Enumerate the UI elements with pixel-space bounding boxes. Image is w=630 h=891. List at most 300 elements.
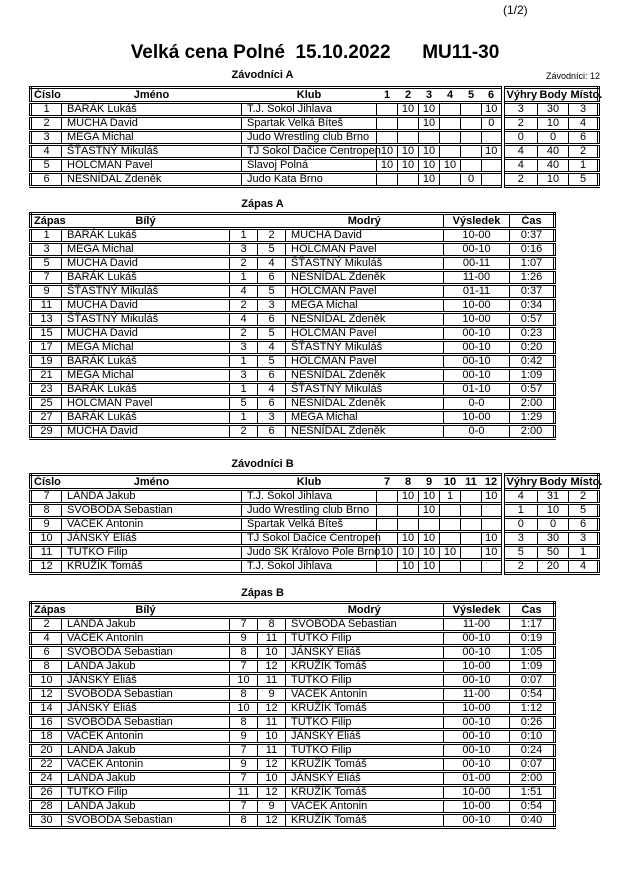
cell-r-5: 10 (482, 145, 503, 159)
cell-r-0 (377, 518, 398, 532)
cell-r-0: 10 (377, 546, 398, 560)
cell-vyhry: 3 (503, 532, 538, 546)
cell-vysledek: 10-00 (444, 786, 510, 800)
cell-zapas: 10 (31, 674, 62, 688)
cell-cislo: 11 (31, 546, 62, 560)
cell-bily: SVOBODA Sebastian (62, 688, 230, 702)
cell-r-0: 10 (377, 159, 398, 173)
cell-body: 40 (538, 145, 569, 159)
cell-jmeno: KRUŽÍK Tomáš (62, 560, 242, 574)
cell-cas: 2:00 (510, 397, 555, 411)
cell-vyhry: 0 (503, 131, 538, 145)
col-header-round-12: 12 (484, 475, 498, 488)
cell-vyhry: 2 (503, 560, 538, 574)
cell-zapas: 4 (31, 632, 62, 646)
cell-r-1: 10 (398, 159, 419, 173)
cell-zapas: 17 (31, 341, 62, 355)
cell-nm: 9 (258, 688, 286, 702)
col-header-round-3: 3 (425, 88, 433, 101)
cell-zapas: 30 (31, 814, 62, 828)
standings-table-b (29, 473, 603, 575)
cell-r-3 (440, 518, 461, 532)
cell-r-5 (482, 173, 503, 187)
cell-jmeno: LANDA Jakub (62, 490, 242, 504)
cell-klub: Judo Kata Brno (242, 173, 377, 187)
cell-vysledek: 11-00 (444, 618, 510, 632)
cell-zapas: 9 (31, 285, 62, 299)
cell-r-0: 10 (377, 145, 398, 159)
table-row (31, 560, 599, 574)
cell-modry: KRUŽÍK Tomáš (286, 786, 444, 800)
table-row (31, 383, 555, 397)
cell-nb: 7 (230, 744, 258, 758)
table-row (31, 800, 555, 814)
cell-modry: NESNÍDAL Zdeněk (286, 313, 444, 327)
cell-nb: 1 (230, 355, 258, 369)
cell-bily: BARÁK Lukáš (62, 411, 230, 425)
cell-nm: 5 (258, 243, 286, 257)
table-row (31, 299, 555, 313)
col-header-round-7: 7 (383, 475, 391, 488)
cell-nb: 7 (230, 800, 258, 814)
cell-r-0 (377, 173, 398, 187)
cell-vysledek: 0-0 (444, 397, 510, 411)
cell-vysledek: 00-10 (444, 632, 510, 646)
col-header-modry: Modrý (347, 214, 381, 227)
cell-cislo: 1 (31, 103, 62, 117)
cell-jmeno: NESNÍDAL Zdeněk (62, 173, 242, 187)
cell-modry: KRUŽÍK Tomáš (286, 814, 444, 828)
cell-nm: 5 (258, 327, 286, 341)
cell-body: 20 (538, 560, 569, 574)
cell-nb: 8 (230, 716, 258, 730)
cell-nm: 4 (258, 341, 286, 355)
cell-vysledek: 00-10 (444, 327, 510, 341)
table-row (31, 730, 555, 744)
table-row (31, 173, 599, 187)
cell-vysledek: 01-11 (444, 285, 510, 299)
cell-nm: 4 (258, 383, 286, 397)
cell-zapas: 19 (31, 355, 62, 369)
col-header-body: Body (539, 475, 567, 488)
cell-cas: 0:24 (510, 744, 555, 758)
cell-r-0 (377, 560, 398, 574)
cell-nb: 4 (230, 313, 258, 327)
cell-nm: 11 (258, 632, 286, 646)
col-header-round-2: 2 (404, 88, 412, 101)
cell-jmeno: HOLCMAN Pavel (62, 159, 242, 173)
cell-klub: T.J. Sokol Jihlava (242, 103, 377, 117)
cell-r-5: 0 (482, 117, 503, 131)
table-row (31, 744, 555, 758)
col-header-modry: Modrý (347, 603, 381, 616)
cell-vysledek: 00-10 (444, 243, 510, 257)
cell-r-1: 10 (398, 546, 419, 560)
cell-r-3 (440, 103, 461, 117)
cell-cas: 0:26 (510, 716, 555, 730)
col-header-modry-num (258, 214, 286, 229)
cell-nb: 9 (230, 632, 258, 646)
table-row (31, 313, 555, 327)
cell-bily: TUTKO Filip (62, 786, 230, 800)
table-row (31, 504, 599, 518)
cell-r-4 (461, 532, 482, 546)
cell-bily: SVOBODA Sebastian (62, 814, 230, 828)
cell-nm: 6 (258, 313, 286, 327)
cell-vysledek: 01-00 (444, 772, 510, 786)
cell-zapas: 18 (31, 730, 62, 744)
cell-vysledek: 00-11 (444, 257, 510, 271)
cell-r-3 (440, 173, 461, 187)
cell-zapas: 7 (31, 271, 62, 285)
cell-nb: 8 (230, 814, 258, 828)
cell-cas: 0:19 (510, 632, 555, 646)
cell-vyhry: 4 (503, 490, 538, 504)
matches-a-header-row (31, 214, 555, 229)
cell-bily: JÁNSKÝ Eliáš (62, 702, 230, 716)
cell-cas: 0:23 (510, 327, 555, 341)
cell-cislo: 6 (31, 173, 62, 187)
standings-b-body (31, 490, 599, 574)
col-header-vysledek: Výsledek (444, 214, 510, 229)
table-row (31, 229, 555, 243)
table-row (31, 618, 555, 632)
cell-body: 0 (538, 131, 569, 145)
cell-bily: LANDA Jakub (62, 800, 230, 814)
cell-r-5 (482, 560, 503, 574)
cell-cislo: 12 (31, 560, 62, 574)
cell-r-5: 10 (482, 103, 503, 117)
cell-r-5: 10 (482, 546, 503, 560)
cell-bily: SVOBODA Sebastian (62, 716, 230, 730)
cell-vysledek: 00-10 (444, 369, 510, 383)
col-header-cislo: Číslo (34, 475, 61, 488)
cell-r-2: 10 (419, 117, 440, 131)
col-header-round-6: 6 (487, 88, 495, 101)
table-row (31, 243, 555, 257)
cell-klub: Judo Wrestling club Brno (242, 504, 377, 518)
competitors-count-label: Závodníci: 12 (545, 71, 600, 81)
cell-nm: 6 (258, 425, 286, 439)
cell-nm: 5 (258, 285, 286, 299)
cell-nm: 10 (258, 646, 286, 660)
cell-nb: 9 (230, 730, 258, 744)
cell-nb: 2 (230, 257, 258, 271)
cell-nm: 10 (258, 730, 286, 744)
cell-r-0 (377, 504, 398, 518)
cell-vysledek: 0-0 (444, 425, 510, 439)
table-row (31, 660, 555, 674)
cell-nb: 7 (230, 772, 258, 786)
cell-vysledek: 00-10 (444, 716, 510, 730)
cell-cas: 0:42 (510, 355, 555, 369)
cell-nb: 9 (230, 758, 258, 772)
cell-cas: 0:37 (510, 229, 555, 243)
cell-cas: 0:07 (510, 674, 555, 688)
table-row (31, 145, 599, 159)
cell-vysledek: 10-00 (444, 299, 510, 313)
table-row (31, 271, 555, 285)
cell-nm: 8 (258, 618, 286, 632)
table-row (31, 159, 599, 173)
standings-b-header-row (31, 475, 599, 490)
cell-r-1: 10 (398, 145, 419, 159)
cell-nb: 8 (230, 646, 258, 660)
cell-nb: 10 (230, 674, 258, 688)
table-row (31, 131, 599, 145)
cell-nm: 5 (258, 355, 286, 369)
cell-misto: 4 (569, 117, 599, 131)
cell-modry: NESNÍDAL Zdeněk (286, 369, 444, 383)
cell-zapas: 12 (31, 688, 62, 702)
table-row (31, 758, 555, 772)
table-row (31, 117, 599, 131)
cell-cislo: 2 (31, 117, 62, 131)
cell-modry: NESNÍDAL Zdeněk (286, 271, 444, 285)
cell-zapas: 21 (31, 369, 62, 383)
cell-vyhry: 4 (503, 159, 538, 173)
table-row (31, 532, 599, 546)
cell-nm: 2 (258, 229, 286, 243)
cell-cislo: 4 (31, 145, 62, 159)
table-row (31, 786, 555, 800)
col-header-round-9: 9 (425, 475, 433, 488)
cell-cislo: 9 (31, 518, 62, 532)
cell-klub: Judo Wrestling club Brno (242, 131, 377, 145)
cell-nm: 6 (258, 271, 286, 285)
cell-r-4: 0 (461, 173, 482, 187)
cell-cas: 1:07 (510, 257, 555, 271)
cell-cas: 1:17 (510, 618, 555, 632)
col-header-bily-num (230, 214, 258, 229)
cell-vyhry: 3 (503, 103, 538, 117)
cell-cislo: 7 (31, 490, 62, 504)
cell-bily: VACEK Antonin (62, 632, 230, 646)
cell-cas: 0:54 (510, 800, 555, 814)
cell-r-5: 10 (482, 490, 503, 504)
cell-zapas: 6 (31, 646, 62, 660)
cell-r-1: 10 (398, 560, 419, 574)
cell-zapas: 28 (31, 800, 62, 814)
table-row (31, 716, 555, 730)
cell-nm: 4 (258, 257, 286, 271)
col-header-klub: Klub (296, 88, 322, 101)
table-row (31, 772, 555, 786)
cell-nm: 9 (258, 800, 286, 814)
cell-nm: 10 (258, 772, 286, 786)
cell-nb: 1 (230, 411, 258, 425)
cell-vyhry: 2 (503, 117, 538, 131)
cell-bily: BARÁK Lukáš (62, 383, 230, 397)
cell-r-4 (461, 490, 482, 504)
cell-r-5 (482, 518, 503, 532)
cell-vysledek: 11-00 (444, 271, 510, 285)
cell-r-3 (440, 504, 461, 518)
cell-r-2: 10 (419, 103, 440, 117)
cell-zapas: 5 (31, 257, 62, 271)
cell-modry: HOLCMAN Pavel (286, 355, 444, 369)
cell-cas: 1:12 (510, 702, 555, 716)
cell-nb: 10 (230, 702, 258, 716)
cell-bily: VACEK Antonin (62, 730, 230, 744)
cell-zapas: 3 (31, 243, 62, 257)
cell-r-2 (419, 518, 440, 532)
cell-nb: 2 (230, 425, 258, 439)
cell-zapas: 13 (31, 313, 62, 327)
cell-modry: JÁNSKÝ Eliáš (286, 730, 444, 744)
cell-modry: KRUŽÍK Tomáš (286, 758, 444, 772)
cell-cas: 0:20 (510, 341, 555, 355)
cell-r-1: 10 (398, 532, 419, 546)
cell-r-1 (398, 518, 419, 532)
section-title-zavodnici-b: Závodníci B (231, 458, 294, 470)
cell-r-4 (461, 560, 482, 574)
cell-modry: JÁNSKÝ Eliáš (286, 646, 444, 660)
cell-klub: Judo SK Královo Pole Brno (242, 546, 377, 560)
col-header-cas: Čas (510, 214, 555, 229)
cell-r-2: 10 (419, 159, 440, 173)
cell-modry: SVOBODA Sebastian (286, 618, 444, 632)
col-header-klub: Klub (296, 475, 322, 488)
cell-klub: Spartak Velká Bíteš (242, 518, 377, 532)
cell-bily: MUCHA David (62, 425, 230, 439)
cell-zapas: 26 (31, 786, 62, 800)
cell-body: 30 (538, 532, 569, 546)
cell-r-4 (461, 117, 482, 131)
cell-bily: SVOBODA Sebastian (62, 646, 230, 660)
cell-r-2 (419, 131, 440, 145)
cell-zapas: 29 (31, 425, 62, 439)
cell-zapas: 2 (31, 618, 62, 632)
cell-r-5 (482, 159, 503, 173)
cell-modry: NESNÍDAL Zdeněk (286, 397, 444, 411)
cell-cislo: 5 (31, 159, 62, 173)
col-header-round-11: 11 (465, 475, 477, 488)
cell-r-4 (461, 518, 482, 532)
cell-klub: Spartak Velká Bíteš (242, 117, 377, 131)
cell-klub: Slavoj Polná (242, 159, 377, 173)
page-title: Velká cena Polné 15.10.2022 MU11-30 (130, 42, 500, 63)
cell-r-2: 10 (419, 145, 440, 159)
cell-r-4 (461, 546, 482, 560)
table-row (31, 674, 555, 688)
cell-zapas: 22 (31, 758, 62, 772)
standings-a-body (31, 103, 599, 187)
cell-cas: 0:07 (510, 758, 555, 772)
cell-nm: 11 (258, 716, 286, 730)
cell-nb: 7 (230, 618, 258, 632)
table-row (31, 702, 555, 716)
cell-nm: 12 (258, 786, 286, 800)
cell-r-1 (398, 117, 419, 131)
cell-nb: 2 (230, 327, 258, 341)
cell-klub: T.J. Sokol Jihlava (242, 560, 377, 574)
cell-r-2: 10 (419, 173, 440, 187)
cell-nm: 3 (258, 411, 286, 425)
table-row (31, 646, 555, 660)
cell-vysledek: 00-10 (444, 674, 510, 688)
table-row (31, 411, 555, 425)
matches-a-body (31, 229, 555, 439)
cell-r-3 (440, 560, 461, 574)
cell-cas: 1:09 (510, 369, 555, 383)
cell-bily: MUCHA David (62, 299, 230, 313)
cell-vysledek: 00-10 (444, 758, 510, 772)
cell-nb: 1 (230, 271, 258, 285)
cell-r-3 (440, 532, 461, 546)
cell-nm: 11 (258, 744, 286, 758)
cell-modry: TUTKO Filip (286, 674, 444, 688)
matches-table-b (29, 601, 556, 829)
cell-bily: MEGA Michal (62, 243, 230, 257)
cell-vyhry: 1 (503, 504, 538, 518)
cell-r-0 (377, 103, 398, 117)
table-row (31, 103, 599, 117)
col-header-round-8: 8 (404, 475, 412, 488)
cell-jmeno: ŠŤASTNÝ Mikuláš (62, 145, 242, 159)
col-header-vyhry: Výhry (503, 88, 538, 103)
cell-cas: 0:54 (510, 688, 555, 702)
table-row (31, 688, 555, 702)
cell-modry: VACEK Antonin (286, 800, 444, 814)
cell-body: 10 (538, 173, 569, 187)
cell-nb: 5 (230, 397, 258, 411)
cell-nm: 6 (258, 397, 286, 411)
cell-modry: VACEK Antonin (286, 688, 444, 702)
cell-zapas: 20 (31, 744, 62, 758)
section-title-zapas-b: Zápas B (241, 587, 284, 599)
table-row (31, 355, 555, 369)
col-header-cas: Čas (510, 603, 555, 618)
cell-misto: 2 (569, 145, 599, 159)
cell-misto: 4 (569, 560, 599, 574)
cell-modry: TUTKO Filip (286, 716, 444, 730)
cell-cas: 0:57 (510, 383, 555, 397)
table-row (31, 518, 599, 532)
table-row (31, 369, 555, 383)
cell-zapas: 25 (31, 397, 62, 411)
cell-r-0 (377, 490, 398, 504)
table-row (31, 341, 555, 355)
cell-nm: 12 (258, 702, 286, 716)
col-header-round-1: 1 (383, 88, 391, 101)
cell-nb: 11 (230, 786, 258, 800)
standings-table-a (29, 86, 603, 188)
col-header-modry-num (258, 603, 286, 618)
cell-vysledek: 10-00 (444, 702, 510, 716)
cell-misto: 5 (569, 173, 599, 187)
col-header-cislo: Číslo (34, 88, 61, 101)
cell-klub: T.J. Sokol Jihlava (242, 490, 377, 504)
cell-jmeno: MUCHA David (62, 117, 242, 131)
cell-r-2: 10 (419, 504, 440, 518)
cell-modry: HOLCMAN Pavel (286, 327, 444, 341)
cell-r-4 (461, 504, 482, 518)
cell-body: 30 (538, 103, 569, 117)
cell-vyhry: 0 (503, 518, 538, 532)
cell-r-1 (398, 173, 419, 187)
cell-bily: ŠŤASTNÝ Mikuláš (62, 313, 230, 327)
cell-body: 50 (538, 546, 569, 560)
cell-cas: 1:51 (510, 786, 555, 800)
cell-modry: JÁNSKÝ Eliáš (286, 772, 444, 786)
col-header-round-4: 4 (446, 88, 454, 101)
cell-body: 10 (538, 117, 569, 131)
table-row (31, 257, 555, 271)
cell-nb: 3 (230, 369, 258, 383)
cell-r-3 (440, 117, 461, 131)
cell-zapas: 23 (31, 383, 62, 397)
